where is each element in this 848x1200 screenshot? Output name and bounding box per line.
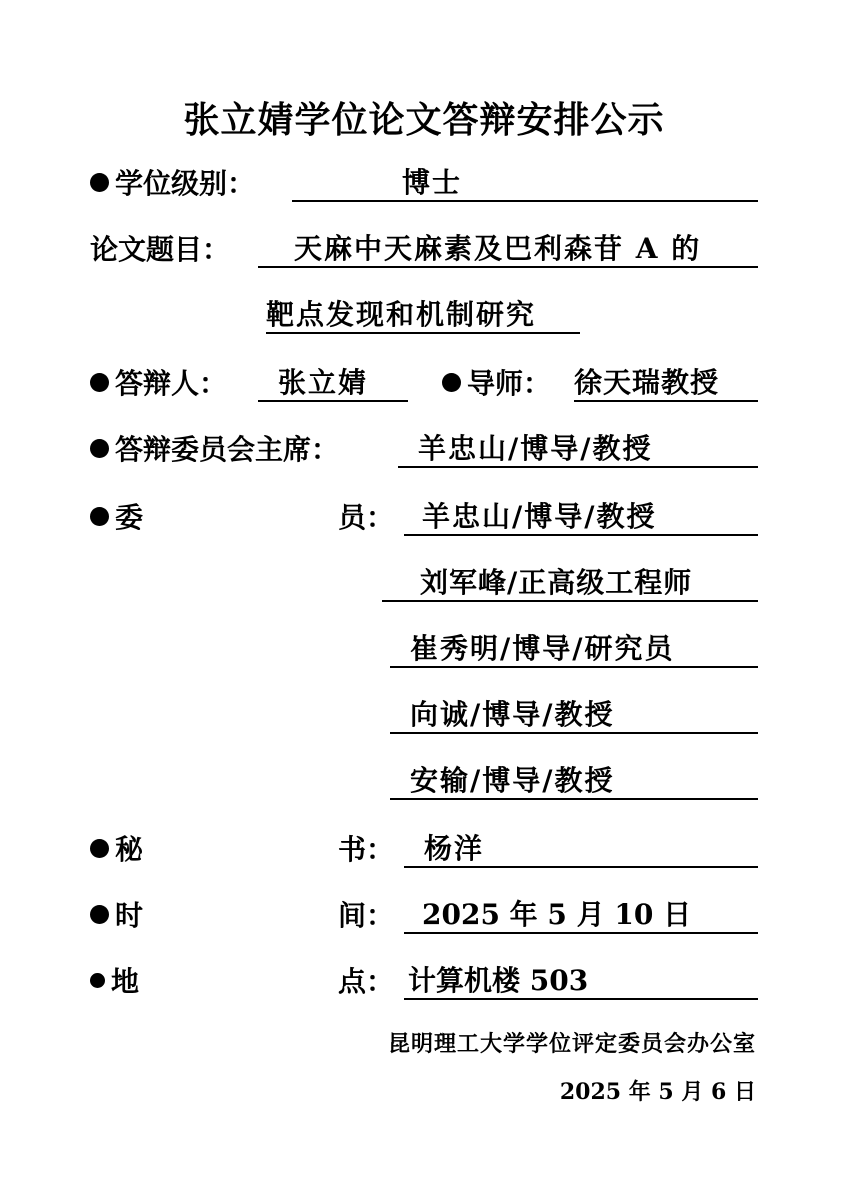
defender-value: 张立婧 [278,366,369,399]
time-value: 2025 年 5 月 10 日 [422,898,692,931]
bullet-icon [90,839,109,858]
defender-field [258,366,408,402]
chair-value: 羊忠山/博导/教授 [418,432,653,465]
degree-value: 博士 [402,166,463,199]
place-field [404,964,758,1000]
member-field-5 [390,764,758,800]
advisor-label: 导师： [467,367,552,400]
bullet-icon [90,507,109,526]
chair-label-row [90,432,339,468]
secretary-value: 杨洋 [424,832,485,865]
defender-label-row [90,366,227,402]
member-field-3 [390,632,758,668]
secretary-field [404,832,758,868]
time-field [404,898,758,934]
place-label-right: 点： [338,965,395,998]
member-value: 安输/博导/教授 [410,764,615,797]
advisor-field [574,366,758,402]
member-value: 崔秀明/博导/研究员 [410,632,675,665]
member-field-4 [390,698,758,734]
member-field-1 [404,500,758,536]
secretary-label-right: 书： [338,833,395,866]
place-label-left-row [90,964,139,1000]
chair-field [398,432,758,468]
advisor-value: 徐天瑞教授 [574,366,720,399]
thesis-title-line1: 天麻中天麻素及巴利森苷 A 的 [294,232,702,265]
degree-field [292,166,758,202]
time-label-left: 时 [115,899,144,932]
members-label-left: 委 [115,501,144,534]
members-label-left-row [90,500,143,536]
degree-label-row [90,166,255,202]
bullet-icon [90,439,109,458]
degree-label: 学位级别： [115,167,256,200]
bullet-icon [90,173,109,192]
issuing-office: 昆明理工大学学位评定委员会办公室 [387,1031,756,1057]
thesis-field-line1 [258,232,758,268]
member-value: 羊忠山/博导/教授 [422,500,657,533]
member-value: 向诚/博导/教授 [410,698,615,731]
advisor-label-row [442,366,551,402]
members-label-right: 员： [338,501,395,534]
member-value: 刘军峰/正高级工程师 [420,566,693,599]
bullet-icon [442,373,461,392]
member-field-2 [382,566,758,602]
secretary-label-left-row [90,832,143,868]
bullet-icon [90,973,105,988]
time-label-right: 间： [338,899,395,932]
defender-label: 答辩人： [115,367,228,400]
time-label-left-row [90,898,143,934]
issue-date: 2025 年 5 月 6 日 [559,1079,756,1105]
bullet-icon [90,905,109,924]
secretary-label-left: 秘 [115,833,144,866]
place-label-left: 地 [111,965,140,998]
place-value: 计算机楼 503 [408,964,589,997]
page-title: 张立婧学位论文答辩安排公示 [183,100,665,141]
chair-label: 答辩委员会主席： [115,433,340,466]
thesis-field-line2 [266,298,580,334]
thesis-label: 论文题目： [90,233,231,266]
bullet-icon [90,373,109,392]
thesis-title-line2: 靶点发现和机制研究 [266,298,537,331]
